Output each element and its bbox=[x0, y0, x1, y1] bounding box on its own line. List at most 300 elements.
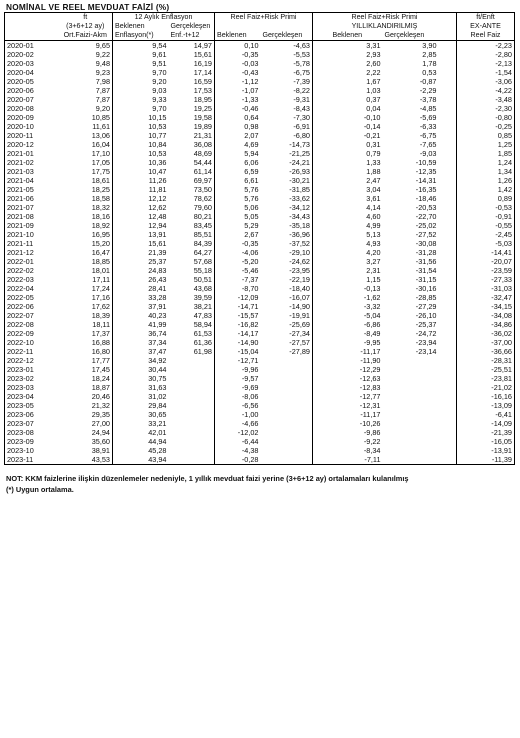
real-expected-cell: -0,35 bbox=[215, 50, 261, 59]
ft-cell: 13,06 bbox=[91, 131, 110, 140]
date-cell: 2021-10 bbox=[5, 230, 59, 239]
expected-inflation-cell: 9,61 bbox=[113, 50, 169, 59]
annualized-realized-cell: -31,54 bbox=[415, 266, 437, 275]
annualized-realized-cell bbox=[383, 401, 439, 410]
expected-inflation-cell: 9,03 bbox=[113, 86, 169, 95]
spacer-cell bbox=[313, 437, 331, 446]
annualized-realized-cell: -30,08 bbox=[415, 239, 437, 248]
expected-inflation-cell: 24,83 bbox=[113, 266, 169, 275]
annualized-realized-cell: 0,53 bbox=[422, 68, 437, 77]
expected-inflation-cell: 9,20 bbox=[113, 77, 169, 86]
annualized-realized-cell: -0,87 bbox=[419, 77, 437, 86]
expected-inflation-cell: 10,77 bbox=[113, 131, 169, 140]
real-expected-cell: 0,10 bbox=[215, 41, 261, 51]
ft-cell: 7,87 bbox=[95, 86, 110, 95]
table-row bbox=[5, 419, 515, 428]
expected-inflation-cell: 9,70 bbox=[113, 104, 169, 113]
spacer-cell bbox=[313, 392, 331, 401]
expected-inflation-cell: 30,65 bbox=[113, 410, 169, 419]
ex-ante-cell: -0,53 bbox=[457, 203, 515, 212]
real-realized-cell bbox=[261, 392, 313, 401]
real-realized-cell: -22,19 bbox=[289, 275, 310, 284]
annualized-expected-cell: 0,79 bbox=[366, 149, 381, 158]
real-realized-cell: -26,93 bbox=[289, 167, 310, 176]
ex-ante-cell: -0,80 bbox=[457, 113, 515, 122]
ft-cell: 11,61 bbox=[92, 122, 110, 131]
annualized-expected-cell: 1,88 bbox=[366, 167, 381, 176]
real-realized-cell: -14,90 bbox=[289, 302, 310, 311]
table-row bbox=[5, 230, 515, 239]
real-expected-cell: -0,35 bbox=[215, 239, 261, 248]
real-realized-cell: -18,40 bbox=[289, 284, 310, 293]
date-cell: 2021-08 bbox=[5, 212, 59, 221]
ft-cell: 17,62 bbox=[91, 302, 110, 311]
date-cell: 2022-06 bbox=[5, 302, 59, 311]
spacer-cell bbox=[439, 356, 457, 365]
ft-cell: 18,16 bbox=[91, 212, 110, 221]
realized-inflation-cell: 19,89 bbox=[193, 122, 212, 131]
ex-ante-cell: -20,07 bbox=[457, 257, 515, 266]
ex-ante-cell: -2,13 bbox=[457, 59, 515, 68]
spacer-cell bbox=[313, 446, 331, 455]
header-realized-sub: Enf.-t+12 bbox=[169, 31, 215, 41]
ex-ante-cell: 1,25 bbox=[457, 140, 515, 149]
real-expected-cell: 6,61 bbox=[215, 176, 261, 185]
date-cell: 2023-10 bbox=[5, 446, 59, 455]
realized-inflation-cell: 57,68 bbox=[193, 257, 212, 266]
annualized-expected-cell: 3,61 bbox=[366, 194, 381, 203]
date-cell: 2020-01 bbox=[5, 41, 59, 51]
real-expected-cell: 6,06 bbox=[215, 158, 261, 167]
annualized-realized-cell bbox=[383, 455, 439, 465]
annualized-realized-cell: -3,78 bbox=[419, 95, 437, 104]
ex-ante-cell: -37,00 bbox=[457, 338, 515, 347]
spacer-cell bbox=[439, 185, 457, 194]
spacer-cell bbox=[439, 68, 457, 77]
expected-inflation-cell: 37,47 bbox=[113, 347, 169, 356]
spacer-cell bbox=[439, 59, 457, 68]
spacer-cell bbox=[313, 239, 331, 248]
annualized-expected-cell: -12,63 bbox=[359, 374, 381, 383]
annualized-realized-cell: -2,29 bbox=[419, 86, 437, 95]
ex-ante-cell: -16,16 bbox=[457, 392, 515, 401]
real-realized-cell bbox=[261, 374, 313, 383]
real-expected-cell: -8,06 bbox=[215, 392, 261, 401]
ex-ante-cell: -36,66 bbox=[457, 347, 515, 356]
ft-cell: 17,75 bbox=[91, 167, 110, 176]
annualized-realized-cell: -20,53 bbox=[415, 203, 437, 212]
annualized-realized-cell bbox=[383, 437, 439, 446]
table-row bbox=[5, 392, 515, 401]
annualized-expected-cell: 5,13 bbox=[366, 230, 381, 239]
spacer-cell bbox=[313, 374, 331, 383]
realized-inflation-cell: 58,94 bbox=[193, 320, 212, 329]
header-ft-sub2: Ort.Faizi-Akm bbox=[59, 31, 113, 41]
real-realized-cell: -6,75 bbox=[293, 68, 310, 77]
ex-ante-cell: 1,26 bbox=[457, 176, 515, 185]
ft-cell: 16,80 bbox=[91, 347, 110, 356]
header-realized: Gerçekleşen bbox=[170, 22, 211, 30]
expected-inflation-cell: 11,81 bbox=[113, 185, 169, 194]
expected-inflation-cell: 37,91 bbox=[113, 302, 169, 311]
annualized-realized-cell bbox=[383, 374, 439, 383]
spacer-cell bbox=[313, 419, 331, 428]
real-expected-cell: -15,57 bbox=[215, 311, 261, 320]
annualized-realized-cell: -25,02 bbox=[415, 221, 437, 230]
spacer-cell bbox=[439, 212, 457, 221]
realized-inflation-cell: 85,51 bbox=[193, 230, 212, 239]
expected-inflation-cell: 9,70 bbox=[113, 68, 169, 77]
ex-ante-cell: -34,15 bbox=[457, 302, 515, 311]
real-expected-cell: -14,17 bbox=[215, 329, 261, 338]
ft-cell: 10,85 bbox=[91, 113, 110, 122]
annualized-expected-cell: 3,27 bbox=[366, 257, 381, 266]
real-realized-cell: -30,21 bbox=[289, 176, 310, 185]
real-expected-cell: -0,03 bbox=[215, 59, 261, 68]
spacer-cell bbox=[313, 203, 331, 212]
real-expected-cell: 5,76 bbox=[215, 194, 261, 203]
real-expected-cell: -5,20 bbox=[215, 257, 261, 266]
real-realized-cell bbox=[261, 365, 313, 374]
ft-cell: 9,48 bbox=[95, 59, 110, 68]
real-expected-cell: -4,06 bbox=[215, 248, 261, 257]
realized-inflation-cell: 17,14 bbox=[193, 68, 212, 77]
real-expected-cell: 5,06 bbox=[215, 203, 261, 212]
real-expected-cell: -0,46 bbox=[215, 104, 261, 113]
spacer-cell bbox=[439, 365, 457, 374]
real-realized-cell: -36,96 bbox=[289, 230, 310, 239]
date-cell: 2020-02 bbox=[5, 50, 59, 59]
expected-inflation-cell: 37,34 bbox=[113, 338, 169, 347]
date-cell: 2021-01 bbox=[5, 149, 59, 158]
date-cell: 2021-03 bbox=[5, 167, 59, 176]
ex-ante-cell: -28,31 bbox=[457, 356, 515, 365]
date-cell: 2021-07 bbox=[5, 203, 59, 212]
real-realized-cell: -35,18 bbox=[289, 221, 310, 230]
table-row bbox=[5, 122, 515, 131]
header-ft: ft bbox=[59, 13, 113, 23]
annualized-realized-cell: -6,33 bbox=[419, 122, 437, 131]
ft-cell: 9,65 bbox=[95, 41, 110, 50]
real-expected-cell: 2,07 bbox=[215, 131, 261, 140]
header-ex-ante: EX-ANTE bbox=[457, 22, 515, 31]
table-row bbox=[5, 203, 515, 212]
spacer-cell bbox=[439, 221, 457, 230]
annualized-expected-cell: -8,49 bbox=[363, 329, 381, 338]
annualized-realized-cell: -23,14 bbox=[415, 347, 437, 356]
annualized-expected-cell: -11,90 bbox=[360, 356, 381, 365]
realized-inflation-cell: 61,36 bbox=[193, 338, 212, 347]
annualized-expected-cell: -9,86 bbox=[363, 428, 381, 437]
header-expected: Beklenen bbox=[113, 22, 169, 31]
expected-inflation-cell: 21,39 bbox=[113, 248, 169, 257]
date-cell: 2022-11 bbox=[5, 347, 59, 356]
table-row bbox=[5, 293, 515, 302]
date-cell: 2020-05 bbox=[5, 77, 59, 86]
realized-inflation-cell: 54,44 bbox=[193, 158, 212, 167]
ft-cell: 18,32 bbox=[91, 203, 110, 212]
spacer-cell bbox=[439, 446, 457, 455]
realized-inflation-cell: 19,25 bbox=[193, 104, 212, 113]
expected-inflation-cell: 31,02 bbox=[113, 392, 169, 401]
table-row bbox=[5, 212, 515, 221]
annualized-expected-cell: -0,10 bbox=[363, 113, 381, 122]
ft-cell: 18,25 bbox=[91, 185, 110, 194]
spacer-cell bbox=[439, 230, 457, 239]
expected-inflation-cell: 36,74 bbox=[113, 329, 169, 338]
date-cell: 2020-10 bbox=[5, 122, 59, 131]
table-row bbox=[5, 437, 515, 446]
spacer-cell bbox=[439, 194, 457, 203]
date-cell: 2020-11 bbox=[5, 131, 59, 140]
ft-cell: 29,35 bbox=[91, 410, 110, 419]
header-real-expected: Beklenen bbox=[215, 31, 261, 41]
expected-inflation-cell: 42,01 bbox=[113, 428, 169, 437]
realized-inflation-cell: 80,21 bbox=[193, 212, 212, 221]
table-row bbox=[5, 356, 515, 365]
ft-cell: 16,04 bbox=[91, 140, 110, 149]
ex-ante-cell: -3,48 bbox=[457, 95, 515, 104]
spacer-cell bbox=[313, 122, 331, 131]
spacer-cell bbox=[439, 311, 457, 320]
table-row bbox=[5, 239, 515, 248]
annualized-realized-cell bbox=[383, 410, 439, 419]
expected-inflation-cell: 15,61 bbox=[113, 239, 169, 248]
annualized-realized-cell: -25,37 bbox=[415, 320, 437, 329]
real-realized-cell: -34,43 bbox=[289, 212, 310, 221]
real-expected-cell: 5,29 bbox=[215, 221, 261, 230]
spacer-cell bbox=[313, 86, 331, 95]
expected-inflation-cell: 33,28 bbox=[113, 293, 169, 302]
annualized-realized-cell bbox=[383, 356, 439, 365]
date-cell: 2022-01 bbox=[5, 257, 59, 266]
spacer-cell bbox=[439, 158, 457, 167]
date-cell: 2023-09 bbox=[5, 437, 59, 446]
real-expected-cell: 5,05 bbox=[215, 212, 261, 221]
table-row bbox=[5, 311, 515, 320]
ft-cell: 7,87 bbox=[95, 95, 110, 104]
table-row bbox=[5, 140, 515, 149]
annualized-realized-cell: -4,85 bbox=[419, 104, 437, 113]
annualized-expected-cell: -12,29 bbox=[359, 365, 381, 374]
ft-cell: 16,47 bbox=[91, 248, 110, 257]
ex-ante-cell: -5,03 bbox=[457, 239, 515, 248]
real-realized-cell: -9,31 bbox=[293, 95, 310, 104]
realized-inflation-cell: 14,97 bbox=[193, 41, 212, 50]
annualized-expected-cell: 4,99 bbox=[366, 221, 381, 230]
real-realized-cell bbox=[261, 419, 313, 428]
annualized-expected-cell: -0,13 bbox=[363, 284, 381, 293]
expected-inflation-cell: 12,94 bbox=[113, 221, 169, 230]
annualized-realized-cell: -27,52 bbox=[415, 230, 437, 239]
real-realized-cell: -23,95 bbox=[289, 266, 310, 275]
spacer-cell bbox=[439, 203, 457, 212]
spacer-cell bbox=[439, 401, 457, 410]
real-realized-cell: -25,69 bbox=[289, 320, 310, 329]
annualized-realized-cell bbox=[383, 446, 439, 455]
annualized-realized-cell: -12,35 bbox=[415, 167, 437, 176]
real-realized-cell bbox=[261, 446, 313, 455]
realized-inflation-cell: 48,69 bbox=[193, 149, 212, 158]
table-row bbox=[5, 95, 515, 104]
spacer-cell bbox=[313, 221, 331, 230]
date-cell: 2021-11 bbox=[5, 239, 59, 248]
real-expected-cell: 2,67 bbox=[215, 230, 261, 239]
annualized-expected-cell: 1,67 bbox=[366, 77, 381, 86]
expected-inflation-cell: 33,21 bbox=[113, 419, 169, 428]
expected-inflation-cell: 34,92 bbox=[113, 356, 169, 365]
real-expected-cell: -12,09 bbox=[215, 293, 261, 302]
header-reel-faiz: Reel Faiz bbox=[457, 31, 515, 41]
ft-cell: 17,24 bbox=[91, 284, 110, 293]
annualized-expected-cell: 1,15 bbox=[366, 275, 381, 284]
ft-cell: 18,58 bbox=[91, 194, 110, 203]
real-realized-cell: -6,80 bbox=[293, 131, 310, 140]
real-realized-cell: -33,62 bbox=[289, 194, 310, 203]
table-row bbox=[5, 347, 515, 356]
ft-cell: 17,16 bbox=[91, 293, 110, 302]
annualized-expected-cell: 2,31 bbox=[366, 266, 381, 275]
real-realized-cell: -8,43 bbox=[293, 104, 310, 113]
spacer-cell bbox=[439, 392, 457, 401]
real-expected-cell: -12,02 bbox=[215, 428, 261, 437]
ft-cell: 17,10 bbox=[91, 149, 110, 158]
annualized-realized-cell bbox=[383, 428, 439, 437]
annualized-expected-cell: -1,62 bbox=[363, 293, 381, 302]
spacer-cell bbox=[313, 293, 331, 302]
annualized-realized-cell bbox=[383, 419, 439, 428]
table-row bbox=[5, 41, 515, 51]
date-cell: 2021-02 bbox=[5, 158, 59, 167]
expected-inflation-cell: 45,28 bbox=[113, 446, 169, 455]
realized-inflation-cell: 47,83 bbox=[193, 311, 212, 320]
spacer-cell bbox=[313, 176, 331, 185]
annualized-realized-cell bbox=[383, 392, 439, 401]
header-expected-sub: Enflasyon(*) bbox=[113, 31, 169, 41]
annualized-expected-cell: -12,77 bbox=[359, 392, 381, 401]
annualized-realized-cell: -5,69 bbox=[419, 113, 437, 122]
annualized-expected-cell: -12,83 bbox=[359, 383, 381, 392]
annualized-expected-cell: -11,17 bbox=[360, 410, 381, 419]
expected-inflation-cell: 26,43 bbox=[113, 275, 169, 284]
spacer-cell bbox=[439, 275, 457, 284]
ft-cell: 38,91 bbox=[91, 446, 110, 455]
real-realized-cell: -27,89 bbox=[289, 347, 310, 356]
annualized-expected-cell: 3,04 bbox=[366, 185, 381, 194]
real-realized-cell bbox=[261, 383, 313, 392]
real-expected-cell: -6,44 bbox=[215, 437, 261, 446]
real-realized-cell: -8,22 bbox=[293, 86, 310, 95]
ex-ante-cell: -0,25 bbox=[457, 122, 515, 131]
annualized-realized-cell: -9,03 bbox=[419, 149, 437, 158]
spacer-cell bbox=[313, 329, 331, 338]
ft-cell: 9,23 bbox=[95, 68, 110, 77]
ft-cell: 7,98 bbox=[95, 77, 110, 86]
table-row bbox=[5, 77, 515, 86]
date-cell: 2022-07 bbox=[5, 311, 59, 320]
date-cell: 2023-06 bbox=[5, 410, 59, 419]
date-cell: 2022-10 bbox=[5, 338, 59, 347]
real-expected-cell: -6,56 bbox=[215, 401, 261, 410]
spacer-cell bbox=[439, 374, 457, 383]
real-expected-cell: 6,59 bbox=[215, 167, 261, 176]
realized-inflation-cell bbox=[169, 392, 215, 401]
annualized-realized-cell: -14,31 bbox=[415, 176, 437, 185]
realized-inflation-cell: 69,97 bbox=[193, 176, 212, 185]
spacer-cell bbox=[439, 122, 457, 131]
ex-ante-cell: -23,59 bbox=[457, 266, 515, 275]
real-realized-cell bbox=[261, 410, 313, 419]
real-realized-cell: -21,25 bbox=[289, 149, 310, 158]
date-cell: 2020-08 bbox=[5, 104, 59, 113]
annualized-realized-cell: -10,59 bbox=[415, 158, 437, 167]
ft-cell: 18,11 bbox=[92, 320, 110, 329]
date-cell: 2021-12 bbox=[5, 248, 59, 257]
table-row bbox=[5, 401, 515, 410]
header-real-rate: Reel Faiz+Risk Primi bbox=[215, 13, 313, 23]
spacer-cell bbox=[313, 428, 331, 437]
date-cell: 2022-09 bbox=[5, 329, 59, 338]
spacer-cell bbox=[439, 167, 457, 176]
header-ann-expected: Beklenen bbox=[331, 31, 383, 41]
realized-inflation-cell bbox=[169, 356, 215, 365]
annualized-expected-cell: -0,21 bbox=[363, 131, 381, 140]
real-expected-cell: -14,71 bbox=[215, 302, 261, 311]
real-expected-cell: -9,57 bbox=[215, 374, 261, 383]
table-row bbox=[5, 320, 515, 329]
date-cell: 2023-03 bbox=[5, 383, 59, 392]
ex-ante-cell: -34,08 bbox=[457, 311, 515, 320]
realized-inflation-cell bbox=[169, 446, 215, 455]
date-cell: 2023-05 bbox=[5, 401, 59, 410]
ft-cell: 18,92 bbox=[91, 221, 110, 230]
date-cell: 2021-05 bbox=[5, 185, 59, 194]
annualized-realized-cell bbox=[383, 365, 439, 374]
spacer-cell bbox=[439, 383, 457, 392]
date-cell: 2020-03 bbox=[5, 59, 59, 68]
ex-ante-cell: -21,02 bbox=[457, 383, 515, 392]
real-realized-cell: -31,85 bbox=[289, 185, 310, 194]
real-realized-cell: -6,91 bbox=[293, 122, 310, 131]
annualized-expected-cell: 2,60 bbox=[366, 59, 381, 68]
ft-cell: 35,60 bbox=[91, 437, 110, 446]
annualized-realized-cell: -16,35 bbox=[415, 185, 437, 194]
annualized-realized-cell: -27,29 bbox=[415, 302, 437, 311]
expected-inflation-cell: 43,94 bbox=[113, 455, 169, 465]
realized-inflation-cell: 61,53 bbox=[193, 329, 212, 338]
annualized-expected-cell: -9,22 bbox=[363, 437, 381, 446]
annualized-realized-cell: -31,28 bbox=[415, 248, 437, 257]
table-row bbox=[5, 104, 515, 113]
realized-inflation-cell bbox=[169, 428, 215, 437]
expected-inflation-cell: 9,51 bbox=[113, 59, 169, 68]
ft-cell: 18,87 bbox=[91, 383, 110, 392]
expected-inflation-cell: 31,63 bbox=[113, 383, 169, 392]
table-row bbox=[5, 50, 515, 59]
spacer-cell bbox=[313, 347, 331, 356]
ex-ante-cell: -4,22 bbox=[457, 86, 515, 95]
annualized-expected-cell: 0,04 bbox=[366, 104, 381, 113]
spacer-cell bbox=[313, 50, 331, 59]
table-row bbox=[5, 410, 515, 419]
annualized-expected-cell: 4,93 bbox=[366, 239, 381, 248]
realized-inflation-cell bbox=[169, 437, 215, 446]
spacer-cell bbox=[439, 437, 457, 446]
spacer-cell bbox=[439, 140, 457, 149]
annualized-expected-cell: 4,20 bbox=[366, 248, 381, 257]
spacer-cell bbox=[439, 338, 457, 347]
ft-cell: 18,24 bbox=[91, 374, 110, 383]
